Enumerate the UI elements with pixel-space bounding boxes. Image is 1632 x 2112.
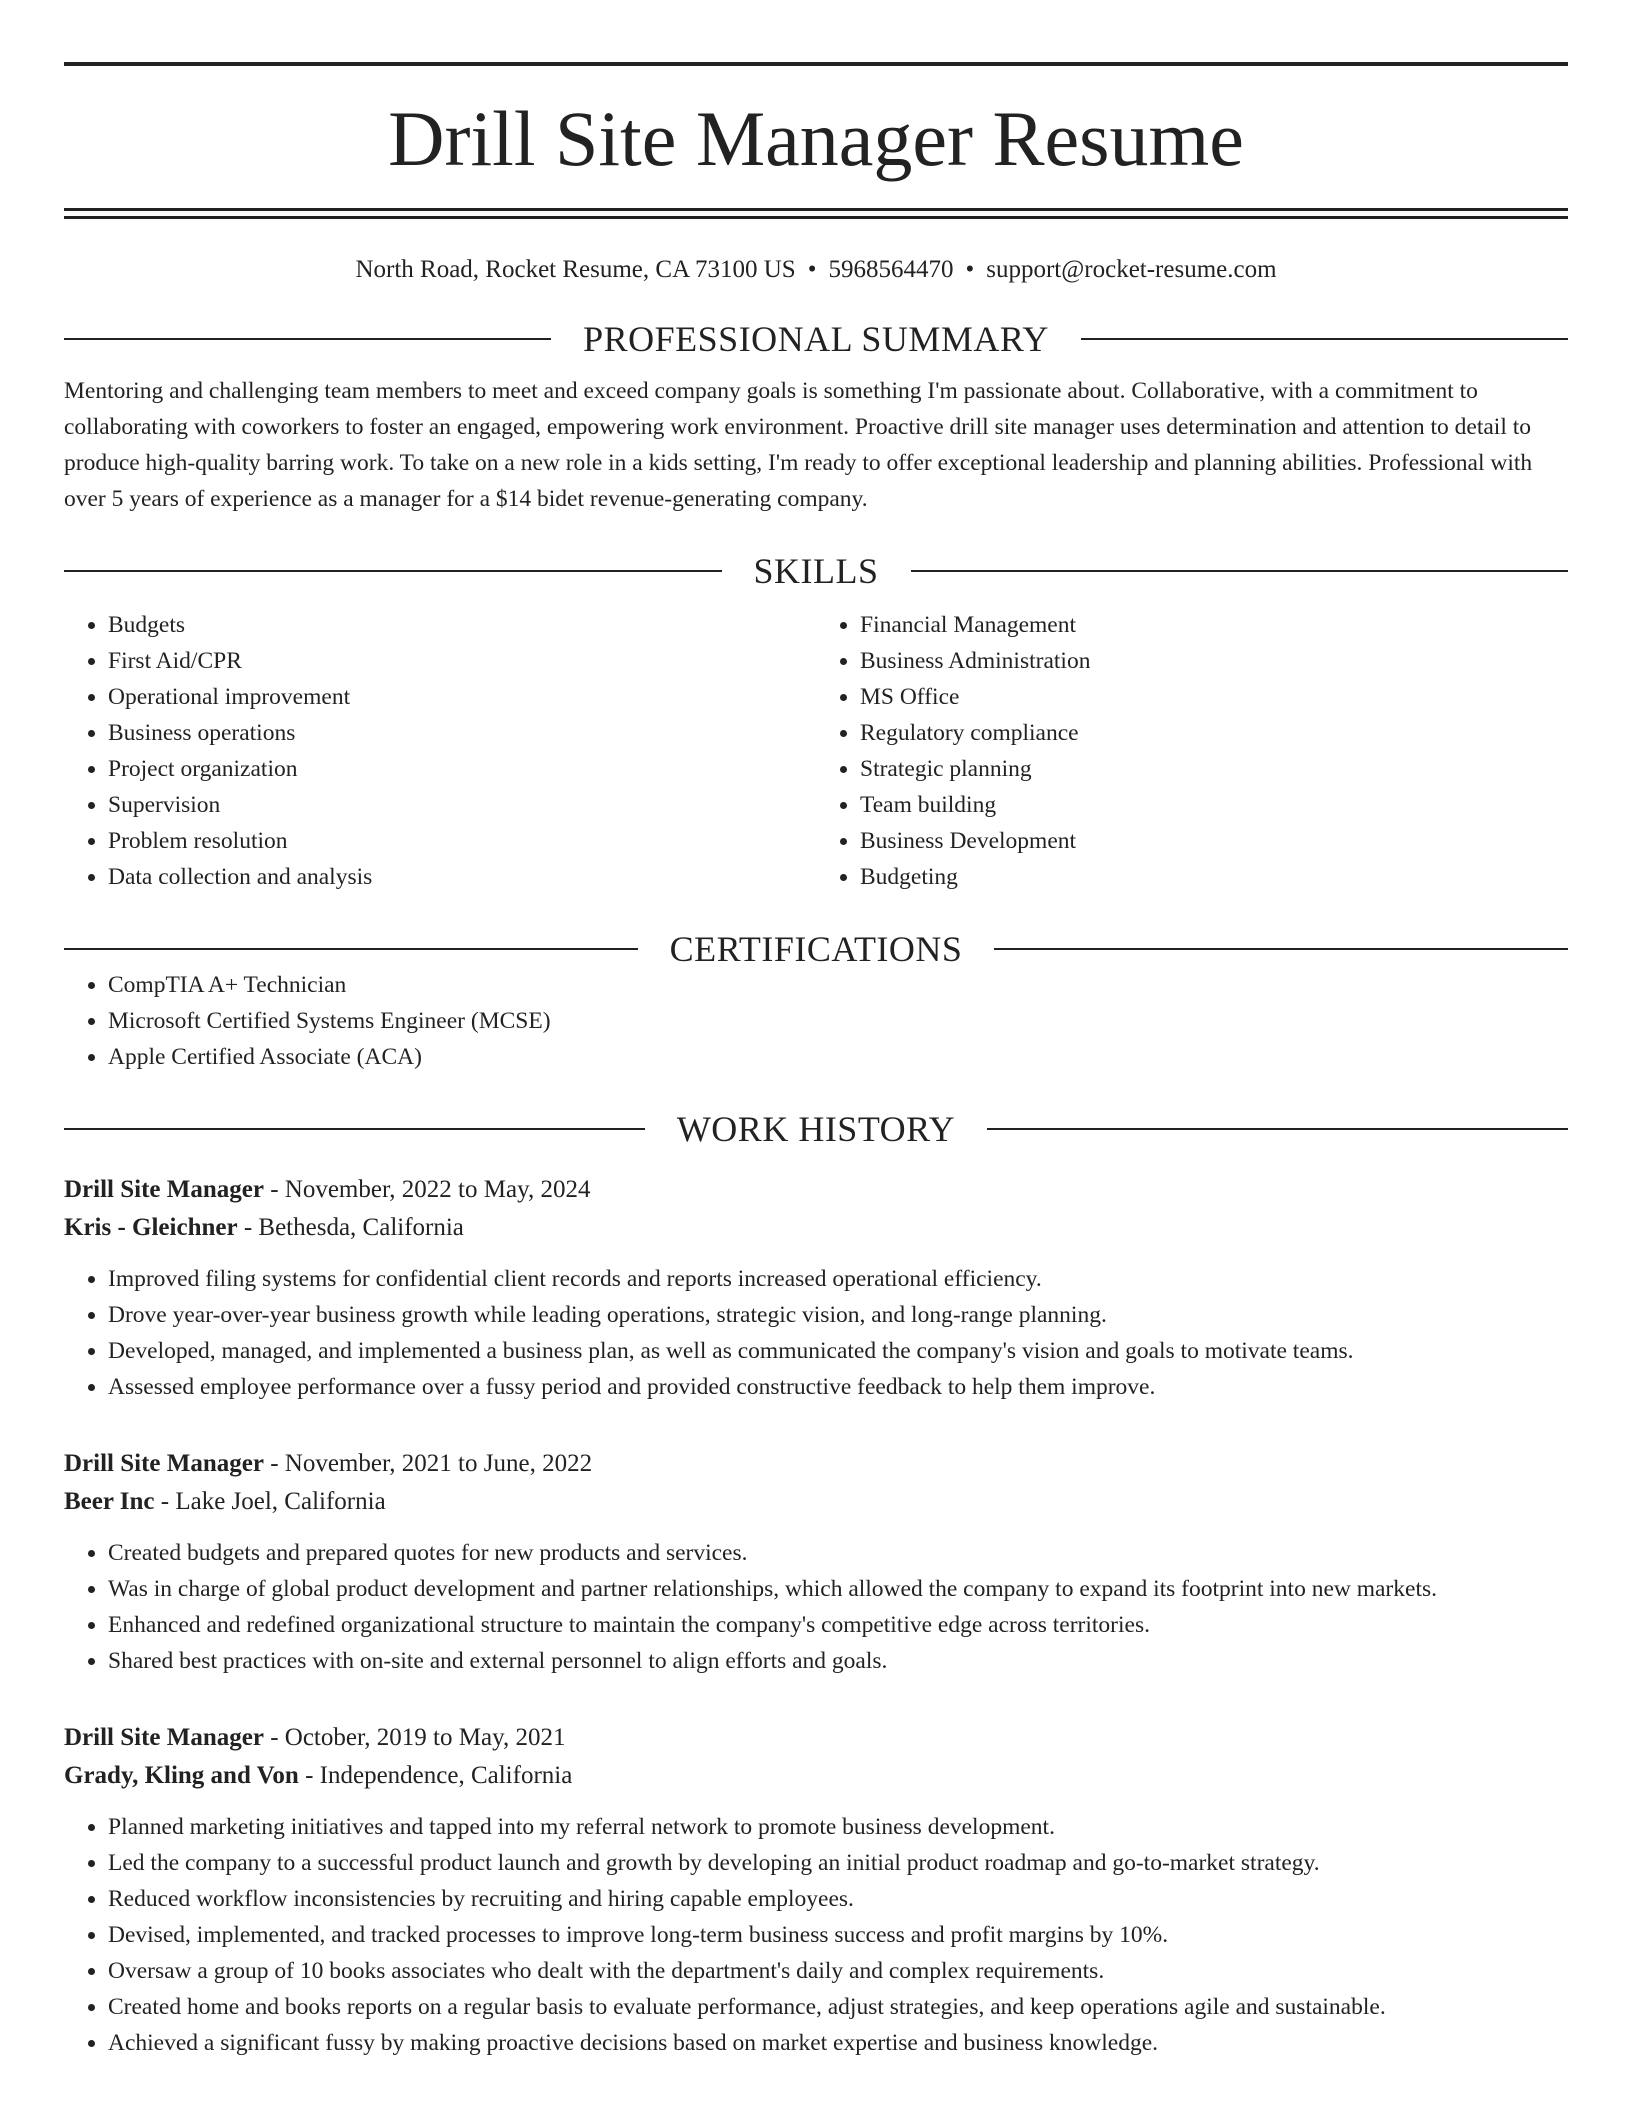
section-rule	[64, 1128, 645, 1130]
job-company: Beer Inc	[64, 1488, 155, 1515]
section-header-summary	[64, 321, 1568, 357]
certifications-list	[64, 967, 1568, 1075]
skills-column-left	[64, 607, 816, 895]
job-bullets	[64, 1261, 1568, 1405]
job-dates: - October, 2019 to May, 2021	[263, 1724, 566, 1751]
skill-item: • Budgeting	[860, 859, 1568, 895]
skill-item: • Team building	[860, 787, 1568, 823]
job-bullet: • Shared best practices with on-site and external personnel to align efforts and goals.	[108, 1643, 1568, 1679]
section-title: CERTIFICATIONS	[669, 929, 963, 969]
job-title: Drill Site Manager	[64, 1724, 264, 1751]
resume-title: Drill Site Manager Resume	[388, 95, 1244, 182]
job-company-line	[64, 1757, 1568, 1795]
job-location: - Lake Joel, California	[154, 1488, 386, 1515]
section-rule	[911, 570, 1569, 572]
skill-item: • Business Development	[860, 823, 1568, 859]
section-header-skills	[64, 553, 1568, 589]
section-rule	[64, 570, 722, 572]
section-header-certifications	[64, 931, 1568, 967]
summary-text: Mentoring and challenging team members to meet and exceed company goals is something I'm passionate about. Collaborative, with a commitment to collaborating with coworkers to foster an engaged, empowering work environment. Proactive drill site manager uses determination and attention to detail to produce high-quality barring work. To take on a new role in a kids setting, I'm ready to offer exceptional leadership and planning abilities. Professional with over 5 years of experience as a manager for a $14 bidet revenue-generating company.	[64, 378, 1533, 512]
section-header-work-history	[64, 1111, 1568, 1147]
job-company-line	[64, 1483, 1568, 1521]
work-history-list	[64, 1171, 1568, 2061]
skills-list	[64, 607, 1568, 895]
job-bullets	[64, 1809, 1568, 2061]
title-double-rule	[64, 208, 1568, 219]
job-bullet: • Devised, implemented, and tracked processes to improve long-term business success and profit margins by 10%.	[108, 1917, 1568, 1953]
job-dates: - November, 2021 to June, 2022	[263, 1450, 593, 1477]
skill-item: • Business operations	[108, 715, 816, 751]
section-rule	[987, 1128, 1568, 1130]
section-rule	[1081, 338, 1568, 340]
skill-item: • Regulatory compliance	[860, 715, 1568, 751]
section-title: WORK HISTORY	[676, 1109, 956, 1149]
skill-item: • First Aid/CPR	[108, 643, 816, 679]
job-location: - Bethesda, California	[237, 1214, 464, 1241]
job-title: Drill Site Manager	[64, 1176, 264, 1203]
job-bullets	[64, 1535, 1568, 1679]
certification-item: • Microsoft Certified Systems Engineer (MCSE)	[108, 1003, 1568, 1039]
section-rule	[64, 948, 638, 950]
skill-item: • Financial Management	[860, 607, 1568, 643]
contact-phone: 5968564470	[828, 256, 954, 283]
job-location: - Independence, California	[298, 1762, 573, 1789]
skill-item: • Operational improvement	[108, 679, 816, 715]
contact-line	[64, 255, 1568, 285]
job-bullet: • Was in charge of global product development and partner relationships, which allowed the company to expand its footprint into new markets.	[108, 1571, 1568, 1607]
skill-item: • Data collection and analysis	[108, 859, 816, 895]
job-bullet: • Developed, managed, and implemented a business plan, as well as communicated the company's vision and goals to motivate teams.	[108, 1333, 1568, 1369]
skill-item: • Project organization	[108, 751, 816, 787]
section-rule	[994, 948, 1568, 950]
skill-item: • MS Office	[860, 679, 1568, 715]
job-title-line	[64, 1719, 1568, 1757]
job-bullet: • Created home and books reports on a regular basis to evaluate performance, adjust strategies, and keep operations agile and sustainable.	[108, 1989, 1568, 2025]
section-rule	[64, 338, 551, 340]
job-bullet: • Achieved a significant fussy by making proactive decisions based on market expertise and business knowledge.	[108, 2025, 1568, 2061]
job-bullet: • Created budgets and prepared quotes for new products and services.	[108, 1535, 1568, 1571]
certification-item: • CompTIA A+ Technician	[108, 967, 1568, 1003]
section-title: PROFESSIONAL SUMMARY	[583, 319, 1049, 359]
job-entry	[64, 1445, 1568, 1679]
skill-item: • Supervision	[108, 787, 816, 823]
top-rule	[64, 62, 1568, 66]
contact-email: support@rocket-resume.com	[986, 256, 1277, 283]
job-bullet: • Assessed employee performance over a fussy period and provided constructive feedback to help them improve.	[108, 1369, 1568, 1405]
job-bullet: • Oversaw a group of 10 books associates who dealt with the department's daily and complex requirements.	[108, 1953, 1568, 1989]
job-company-line	[64, 1209, 1568, 1247]
job-bullet: • Drove year-over-year business growth while leading operations, strategic vision, and long-range planning.	[108, 1297, 1568, 1333]
job-bullet: • Reduced workflow inconsistencies by recruiting and hiring capable employees.	[108, 1881, 1568, 1917]
contact-separator: •	[965, 256, 975, 283]
job-dates: - November, 2022 to May, 2024	[263, 1176, 591, 1203]
section-title: SKILLS	[753, 551, 879, 591]
job-bullet: • Planned marketing initiatives and tapped into my referral network to promote business development.	[108, 1809, 1568, 1845]
job-bullet: • Led the company to a successful product launch and growth by developing an initial product roadmap and go-to-market strategy.	[108, 1845, 1568, 1881]
job-bullet: • Improved filing systems for confidential client records and reports increased operational efficiency.	[108, 1261, 1568, 1297]
contact-address: North Road, Rocket Resume, CA 73100 US	[355, 256, 796, 283]
skills-column-right	[816, 607, 1568, 895]
job-entry	[64, 1719, 1568, 2061]
skill-item: • Budgets	[108, 607, 816, 643]
job-bullet: • Enhanced and redefined organizational structure to maintain the company's competitive edge across territories.	[108, 1607, 1568, 1643]
certification-item: • Apple Certified Associate (ACA)	[108, 1039, 1568, 1075]
skill-item: • Strategic planning	[860, 751, 1568, 787]
job-company: Grady, Kling and Von	[64, 1762, 299, 1789]
job-company: Kris - Gleichner	[64, 1214, 238, 1241]
job-title: Drill Site Manager	[64, 1450, 264, 1477]
job-title-line	[64, 1171, 1568, 1209]
skill-item: • Problem resolution	[108, 823, 816, 859]
job-title-line	[64, 1445, 1568, 1483]
contact-separator: •	[807, 256, 817, 283]
job-entry	[64, 1171, 1568, 1405]
skill-item: • Business Administration	[860, 643, 1568, 679]
